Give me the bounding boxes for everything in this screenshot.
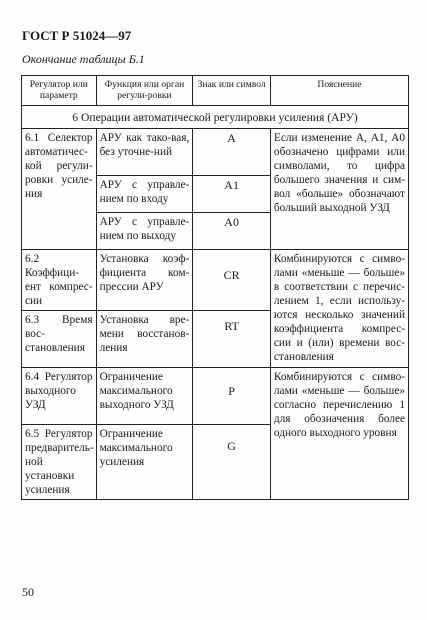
- section-row: [22, 106, 409, 129]
- function-cell: АРУ с управле-нием по входу: [96, 176, 193, 213]
- table-row: [22, 368, 409, 425]
- function-cell: Установка вре-мени восстанов-ления: [96, 311, 193, 368]
- param-6-2: 6.2 Коэффици-ент компрес-сии: [22, 250, 97, 311]
- symbol-cell: A: [193, 129, 271, 176]
- param-6-3: 6.3 Время вос-становления: [22, 311, 97, 368]
- symbol-cell: A1: [193, 176, 271, 213]
- param-6-4: 6.4 Регулятор выходного УЗД: [22, 368, 97, 425]
- function-cell: Ограничение максимального усиления: [96, 425, 193, 500]
- page-number: 50: [22, 585, 34, 599]
- note-6-4: Комбинируются с симво-лами «меньше — больше» согласно перечислению 1 для обозначения более одного выходного уровня: [270, 368, 408, 500]
- table-continuation-caption: Окончание таблицы Б.1: [22, 52, 145, 66]
- section-title: 6 Операции автоматической регулировки усиления (АРУ): [22, 106, 409, 129]
- note-6-2: Комбинируются с симво-лами «меньше — больше» в соответствии с перечис-лением 1, если использу-ются несколько значений коэффициента компрес-сии и (или) времени вос-становления: [270, 250, 408, 368]
- column-header-function: Функция или орган регули-ровки: [96, 76, 193, 106]
- table-row: [22, 129, 409, 176]
- note-6-1: Если изменение А, А1, А0 обозначено цифрами или символами, то цифра большего значения и сим-вол «больше» обозначают больший выходной УЗД: [270, 129, 408, 250]
- symbol-cell: G: [193, 425, 271, 500]
- column-header-parameter: Регулятор или параметр: [22, 76, 97, 106]
- document-header: ГОСТ Р 51024—97: [22, 28, 132, 43]
- column-header-symbol: Знак или символ: [193, 76, 271, 106]
- symbols-table: [21, 75, 409, 500]
- column-header-explanation: Пояснение: [270, 76, 408, 106]
- function-cell: АРУ с управле-нием по выходу: [96, 213, 193, 250]
- param-6-1: 6.1 Селектор автоматичес-кой регули-ровки усиле-ния: [22, 129, 97, 250]
- table-header-row: [22, 76, 409, 106]
- param-6-5: 6.5 Регулятор предваритель-ной установки усиления: [22, 425, 97, 500]
- symbol-cell: CR: [193, 250, 271, 311]
- symbol-cell: RT: [193, 311, 271, 368]
- symbol-cell: P: [193, 368, 271, 425]
- symbol-cell: A0: [193, 213, 271, 250]
- function-cell: АРУ как тако-вая, без уточне-ний: [96, 129, 193, 176]
- function-cell: Ограничение максимального выходного УЗД: [96, 368, 193, 425]
- function-cell: Установка коэф-фициента ком-прессии АРУ: [96, 250, 193, 311]
- table-row: [22, 250, 409, 311]
